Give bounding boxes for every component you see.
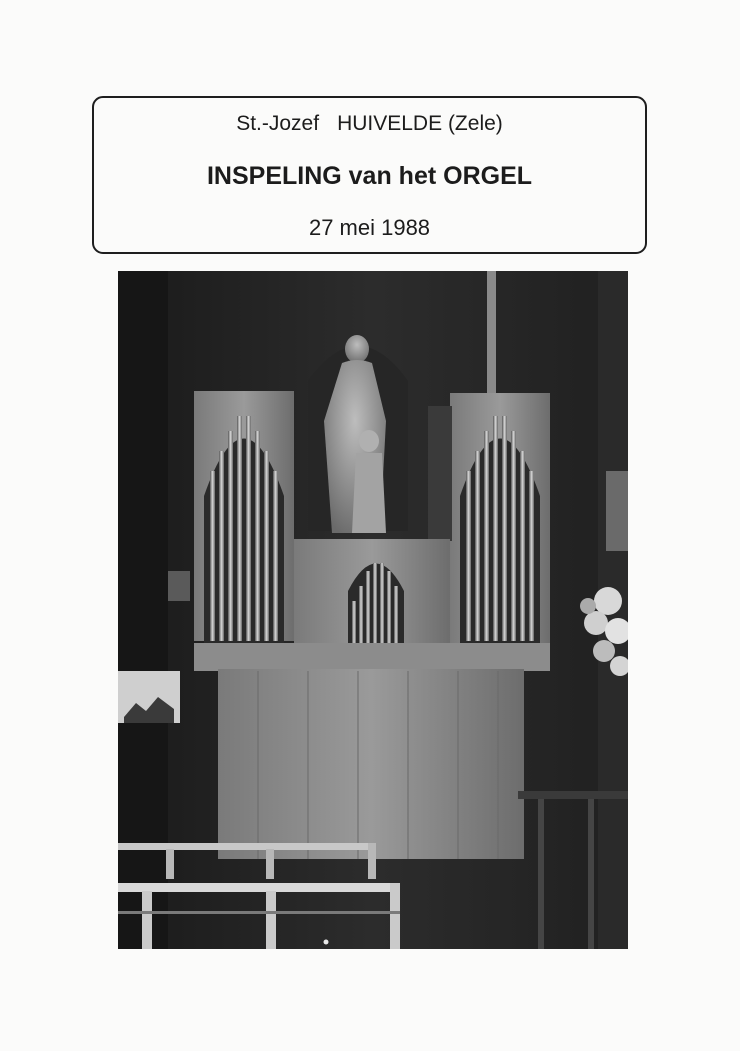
organ-photo <box>118 271 628 949</box>
organ-photo-illustration <box>118 271 628 949</box>
title-box <box>92 96 647 254</box>
location-name: HUIVELDE (Zele) <box>337 112 503 135</box>
page-title: INSPELING van het ORGEL <box>206 162 533 190</box>
subtitle-line <box>94 112 645 136</box>
church-name: St.-Jozef <box>236 112 320 135</box>
event-date: 27 mei 1988 <box>308 215 431 240</box>
